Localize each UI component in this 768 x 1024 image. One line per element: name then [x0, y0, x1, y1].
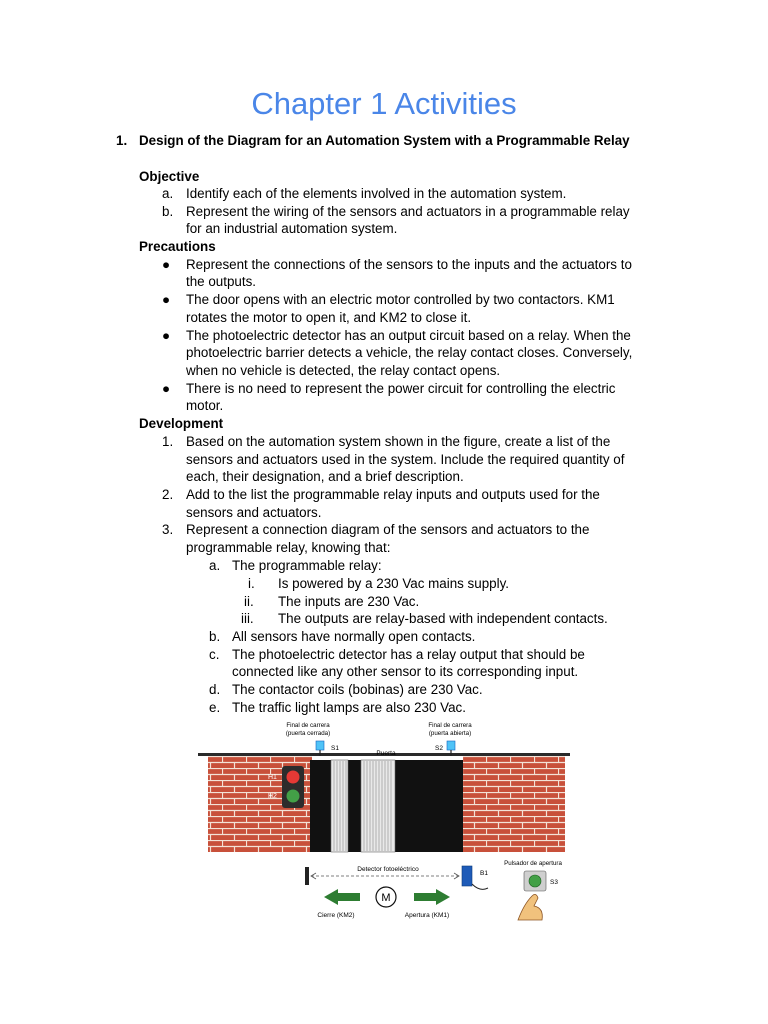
objective-marker-b: b.	[162, 204, 174, 219]
dev-marker-1: 1.	[162, 434, 174, 449]
limit-switch-s1	[316, 741, 324, 750]
b1-label: B1	[480, 870, 488, 877]
close-label: Cierre (KM2)	[317, 912, 355, 919]
bullet-3: ●	[162, 328, 171, 343]
dev-item-1-line1: Based on the automation system shown in the figure, create a list of the	[186, 434, 611, 449]
precaution-1-line2: the outputs.	[186, 274, 256, 289]
objective-item-b-line1: Represent the wiring of the sensors and actuators in a programmable relay	[186, 204, 630, 219]
subsub-item-iii: The outputs are relay-based with independent contacts.	[278, 611, 608, 626]
sub-marker-b: b.	[209, 629, 221, 644]
precaution-2-line2: rotates the motor to open it, and KM2 to close it.	[186, 310, 472, 325]
limit-switch-s2	[447, 741, 455, 750]
sub-item-c-line2: connected like any other sensor to its corresponding input.	[232, 664, 579, 679]
development-heading: Development	[139, 416, 224, 431]
reflector	[305, 867, 309, 885]
precautions-heading: Precautions	[139, 239, 216, 254]
bullet-2: ●	[162, 292, 171, 307]
precaution-3-line2: photoelectric barrier detects a vehicle, the relay contact closes. Conversely,	[186, 345, 633, 360]
close-arrow-icon	[324, 889, 360, 905]
section-heading: Design of the Diagram for an Automation System with a Programmable Relay	[139, 133, 630, 148]
dev-marker-3: 3.	[162, 522, 174, 537]
door-label: Puerta	[376, 750, 396, 757]
limit-open-label-2: (puerta abierta)	[428, 730, 472, 737]
subsub-marker-i: i.	[248, 576, 255, 591]
dev-item-1-line3: each, their designation, and a brief description.	[186, 469, 464, 484]
automation-system-figure	[198, 720, 570, 928]
red-lamp	[287, 771, 300, 784]
dev-item-2-line1: Add to the list the programmable relay inputs and outputs used for the	[186, 487, 600, 502]
detector-label: Detector fotoeléctrico	[357, 866, 419, 873]
right-brick-wall	[463, 756, 565, 852]
page-title: Chapter 1 Activities	[251, 86, 517, 121]
precaution-3-line1: The photoelectric detector has an output circuit based on a relay. When the	[186, 328, 631, 343]
sub-item-a: The programmable relay:	[232, 558, 382, 573]
hand-icon	[518, 894, 542, 920]
limit-open-label-1: Final de carrera	[428, 722, 472, 729]
s1-label: S1	[331, 745, 339, 752]
dev-marker-2: 2.	[162, 487, 174, 502]
limit-closed-label-2: (puerta cerrada)	[285, 730, 331, 737]
sub-item-b: All sensors have normally open contacts.	[232, 629, 476, 644]
precaution-4-line1: There is no need to represent the power circuit for controlling the electric	[186, 381, 616, 396]
motor-label: M	[381, 892, 391, 904]
limit-closed-label-1: Final de carrera	[286, 722, 330, 729]
sub-marker-a: a.	[209, 558, 221, 573]
h1-label: H1	[268, 774, 277, 781]
s3-label: S3	[550, 879, 558, 886]
objective-heading: Objective	[139, 169, 200, 184]
button-label: Pulsador de apertura	[504, 860, 562, 867]
sub-item-d: The contactor coils (bobinas) are 230 Vac.	[232, 682, 483, 697]
bullet-1: ●	[162, 257, 171, 272]
objective-item-a: Identify each of the elements involved in the automation system.	[186, 186, 567, 201]
subsub-item-i: Is powered by a 230 Vac mains supply.	[278, 576, 509, 591]
dev-item-2-line2: sensors and actuators.	[186, 505, 322, 520]
subsub-item-ii: The inputs are 230 Vac.	[278, 594, 420, 609]
sub-marker-e: e.	[209, 700, 221, 715]
open-arrow-icon	[414, 889, 450, 905]
precaution-3-line3: when no vehicle is detected, the relay contact opens.	[186, 363, 501, 378]
sub-item-c-line1: The photoelectric detector has a relay output that should be	[232, 647, 585, 662]
h2-label: H2	[268, 793, 277, 800]
dev-item-3-line2: programmable relay, knowing that:	[186, 540, 391, 555]
green-lamp	[287, 790, 300, 803]
s2-label: S2	[435, 745, 443, 752]
section-number: 1.	[116, 133, 128, 148]
objective-item-b-line2: for an industrial automation system.	[186, 221, 398, 236]
photoelectric-detector-b1	[462, 866, 472, 886]
open-label: Apertura (KM1)	[404, 912, 450, 919]
subsub-marker-iii: iii.	[241, 611, 254, 626]
subsub-marker-ii: ii.	[244, 594, 254, 609]
sub-marker-c: c.	[209, 647, 220, 662]
dev-item-3-line1: Represent a connection diagram of the sensors and actuators to the	[186, 522, 590, 537]
precaution-1-line1: Represent the connections of the sensors to the inputs and the actuators to	[186, 257, 632, 272]
dev-item-1-line2: sensors and actuators used in the system. Include the required quantity of	[186, 452, 625, 467]
precaution-4-line2: motor.	[186, 398, 224, 413]
objective-marker-a: a.	[162, 186, 174, 201]
sub-marker-d: d.	[209, 682, 221, 697]
precaution-2-line1: The door opens with an electric motor controlled by two contactors. KM1	[186, 292, 615, 307]
bullet-4: ●	[162, 381, 171, 396]
sub-item-e: The traffic light lamps are also 230 Vac.	[232, 700, 466, 715]
